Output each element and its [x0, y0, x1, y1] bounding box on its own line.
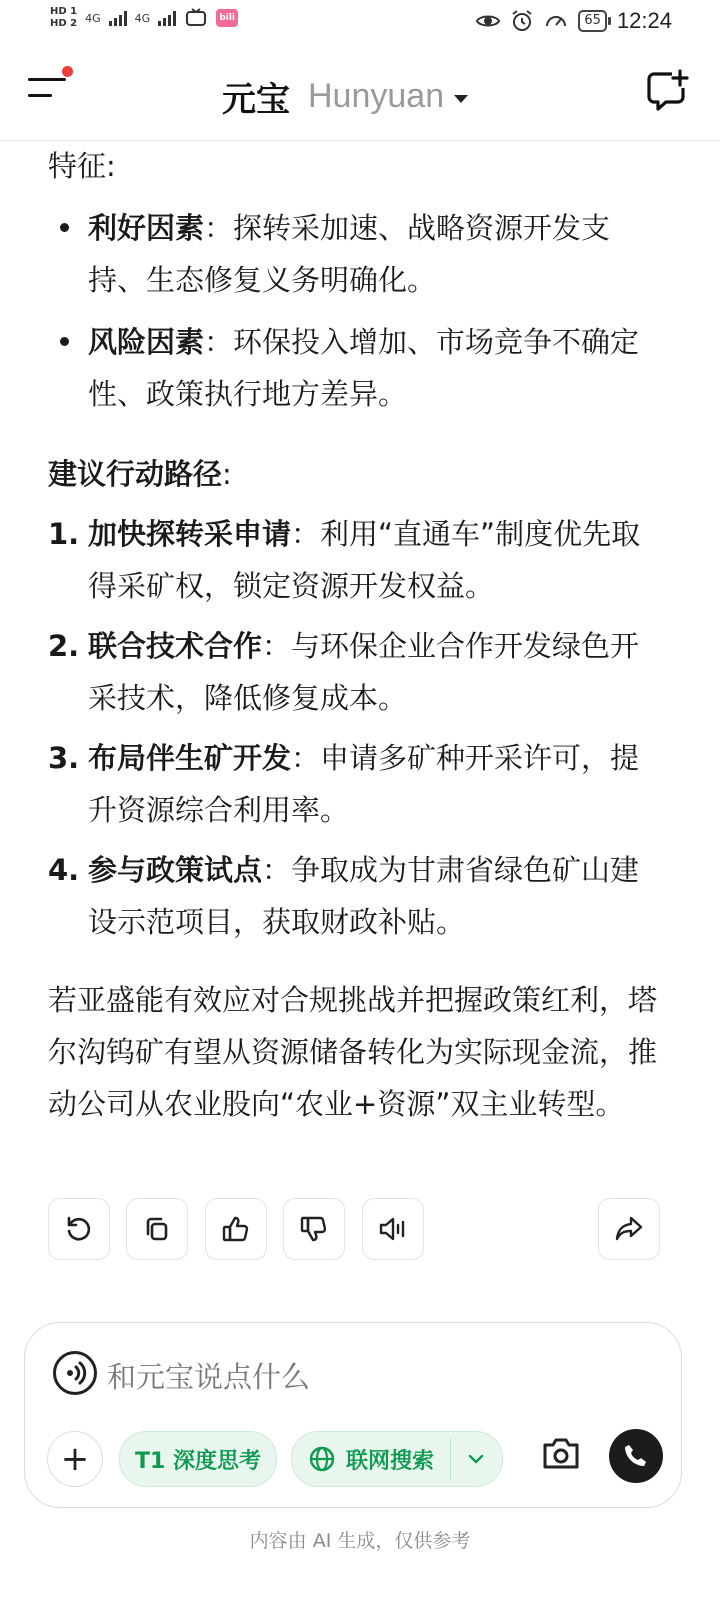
section-colon: : — [222, 457, 232, 491]
speaker-icon — [377, 1213, 409, 1245]
eye-icon — [476, 9, 500, 33]
factor-text: ：探转采加速、战略资源开发支持、生态修复义务明确化。 — [88, 211, 611, 297]
thumbs-down-icon — [298, 1213, 330, 1245]
intro-tail: 特征: — [48, 149, 116, 183]
section-heading — [48, 448, 668, 500]
read-aloud-button[interactable] — [362, 1198, 424, 1260]
sound-wave-icon — [56, 1354, 94, 1392]
list-item — [48, 202, 668, 306]
step-title: 布局伴生矿开发 — [88, 741, 292, 775]
signal1-icon — [109, 10, 127, 26]
list-item — [48, 508, 668, 612]
sim-indicator — [50, 6, 77, 30]
menu-line-top — [28, 78, 66, 81]
copy-button[interactable] — [126, 1198, 188, 1260]
step-text: ：利用“直通车”制度优先取得采矿权，锁定资源开发权益。 — [88, 517, 641, 603]
status-right — [476, 8, 672, 34]
chevron-down-icon[interactable] — [466, 1449, 486, 1469]
message-input[interactable]: 和元宝说点什么 — [107, 1360, 311, 1394]
step-number: 1. — [48, 517, 80, 551]
speed-icon — [544, 9, 568, 33]
model-selector[interactable] — [222, 72, 468, 121]
voice-call-button[interactable] — [609, 1429, 663, 1483]
factor-text: ：环保投入增加、市场竞争不确定性、政策执行地方差异。 — [88, 325, 640, 411]
status-left — [50, 6, 238, 30]
answer-content — [48, 140, 668, 1130]
battery-indicator — [578, 10, 607, 32]
factor-list — [48, 202, 668, 420]
bilibili-label: bili — [219, 13, 236, 23]
list-item — [48, 844, 668, 948]
network1-label: 4G — [85, 11, 101, 25]
dislike-button[interactable] — [283, 1198, 345, 1260]
model-name: Hunyuan — [308, 77, 445, 115]
plus-icon: + — [60, 1439, 90, 1479]
deep-think-toggle[interactable] — [119, 1431, 277, 1487]
globe-icon — [308, 1445, 336, 1473]
clock: 12:24 — [616, 8, 672, 33]
copy-icon — [142, 1214, 172, 1244]
menu-button[interactable] — [26, 70, 70, 110]
step-number: 3. — [48, 741, 80, 775]
list-item — [48, 316, 668, 420]
step-title: 联合技术合作 — [88, 629, 263, 663]
steps-list — [48, 508, 668, 948]
battery-level: 65 — [584, 13, 601, 28]
voice-input-button[interactable] — [53, 1351, 97, 1395]
share-button[interactable] — [598, 1198, 660, 1260]
message-actions — [48, 1198, 660, 1260]
step-title: 加快探转采申请 — [88, 517, 292, 551]
list-item — [48, 620, 668, 724]
share-icon — [613, 1213, 645, 1245]
deep-think-label: T1 深度思考 — [135, 1448, 261, 1474]
new-chat-icon[interactable] — [644, 68, 690, 114]
notification-dot — [62, 66, 73, 77]
step-text: ：与环保企业合作开发绿色开采技术，降低修复成本。 — [88, 629, 640, 715]
factor-title: 风险因素 — [88, 325, 205, 359]
camera-icon[interactable] — [539, 1431, 583, 1475]
web-search-label: 联网搜索 — [346, 1448, 435, 1474]
menu-line-bottom — [28, 94, 52, 97]
tv-app-icon — [184, 6, 208, 30]
ai-disclaimer: 内容由 AI 生成，仅供参考 — [249, 1530, 471, 1552]
web-search-toggle[interactable] — [291, 1431, 503, 1487]
brand-name: 元宝 — [222, 80, 290, 120]
sim1-label: HD 1 — [50, 6, 78, 17]
network2-label: 4G — [134, 11, 151, 25]
conclusion-paragraph: 若亚盛能有效应对合规挑战并把握政策红利，塔尔沟钨矿有望从资源储备转化为实际现金流，推动公司从农业股向“农业+资源”双主业转型。 — [48, 983, 658, 1121]
chip-divider — [450, 1438, 451, 1480]
step-number: 4. — [48, 853, 80, 887]
step-text: ：申请多矿种开采许可，提升资源综合利用率。 — [88, 741, 640, 827]
signal2-icon — [158, 10, 176, 26]
step-number: 2. — [48, 629, 80, 663]
message-composer — [24, 1322, 682, 1508]
app-header — [0, 48, 720, 141]
bilibili-icon — [216, 9, 238, 27]
step-title: 参与政策试点 — [88, 853, 263, 887]
step-text: ：争取成为甘肃省绿色矿山建设示范项目，获取财政补贴。 — [88, 853, 640, 939]
section-title: 建议行动路径 — [48, 457, 223, 491]
alarm-icon — [510, 9, 534, 33]
thumbs-up-icon — [220, 1213, 252, 1245]
status-bar — [0, 0, 720, 48]
sim2-label: HD 2 — [50, 18, 78, 29]
phone-icon — [622, 1442, 650, 1470]
regenerate-button[interactable] — [48, 1198, 110, 1260]
list-item — [48, 732, 668, 836]
like-button[interactable] — [205, 1198, 267, 1260]
caret-down-icon — [454, 95, 468, 103]
add-attachment-button[interactable] — [47, 1431, 103, 1487]
refresh-icon — [64, 1214, 94, 1244]
factor-title: 利好因素 — [88, 211, 205, 245]
